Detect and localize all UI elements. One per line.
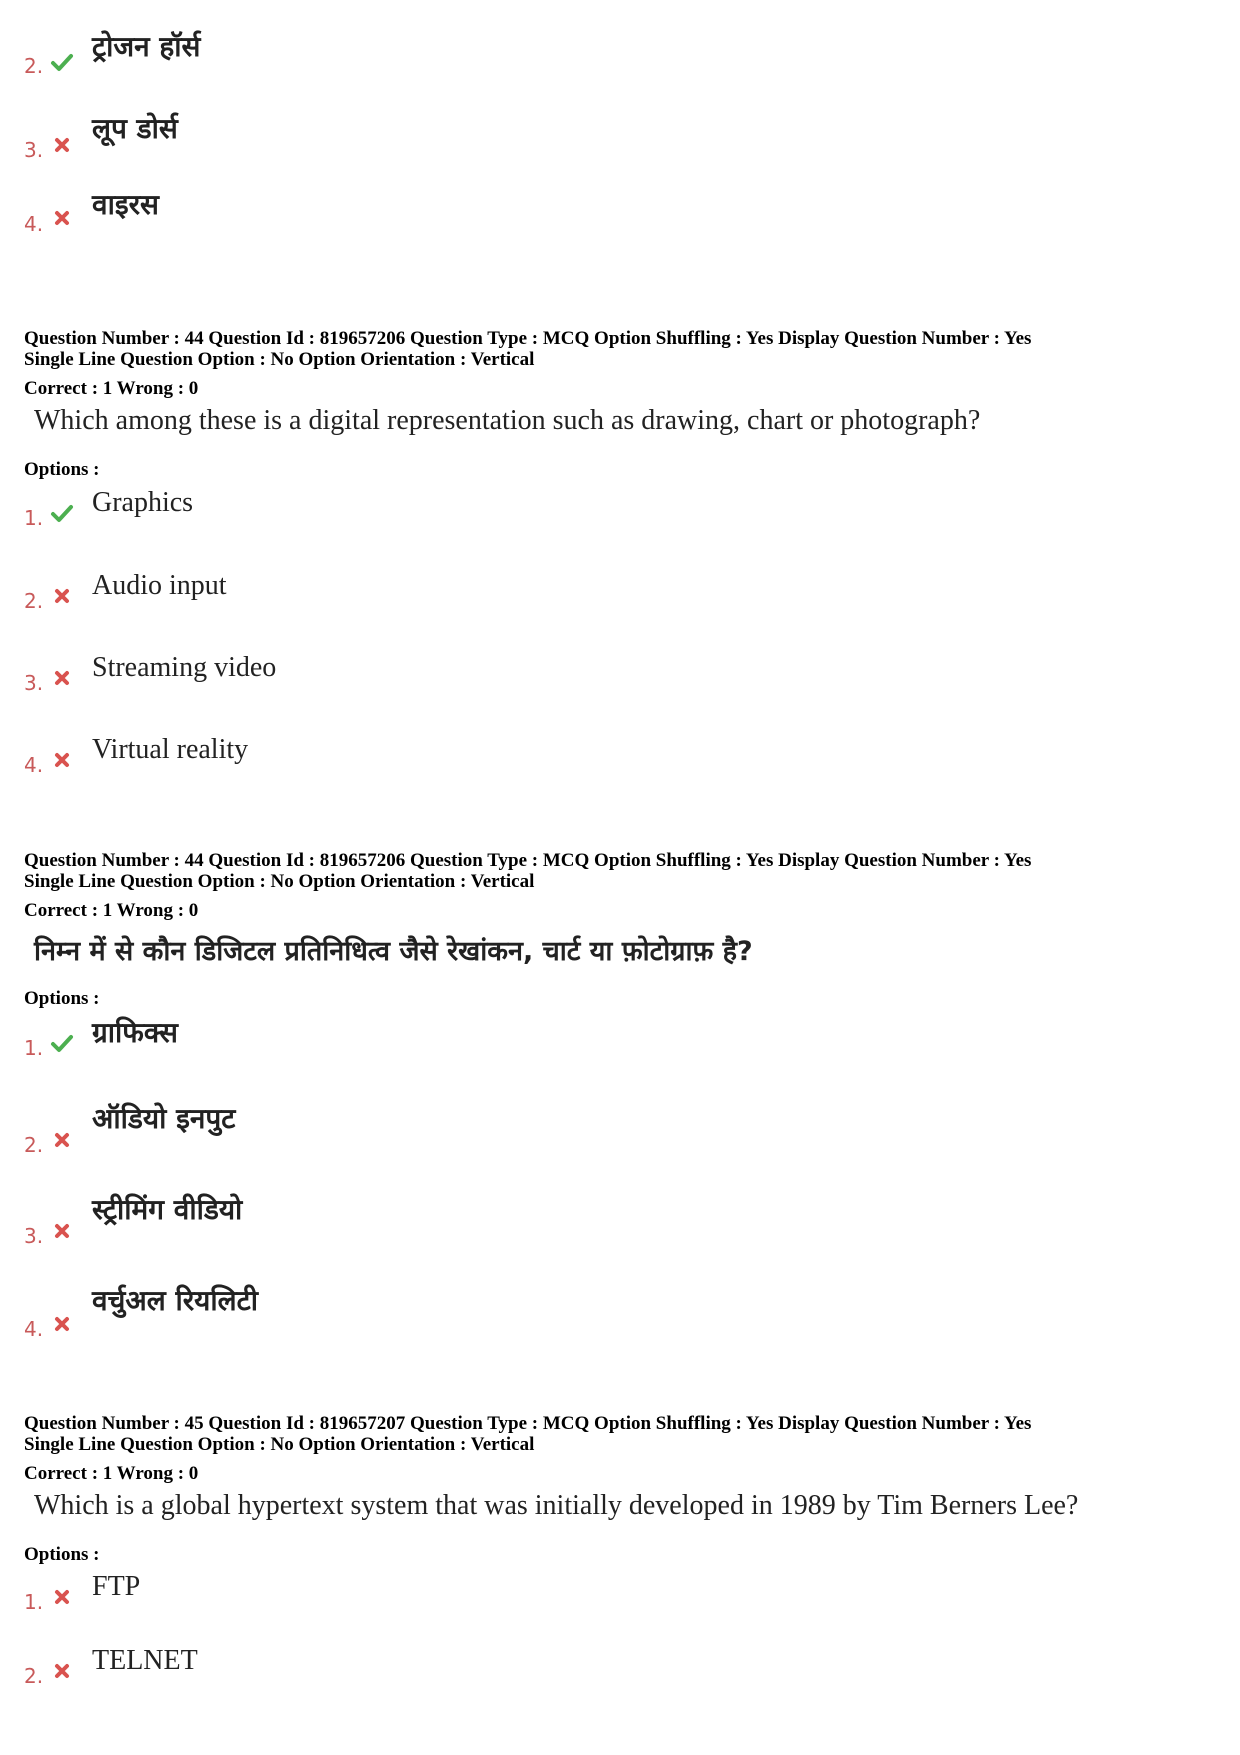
cross-icon xyxy=(50,1130,74,1150)
option-text: TELNET xyxy=(92,1645,198,1676)
check-icon xyxy=(50,1033,74,1053)
option-number: 4. xyxy=(24,212,44,236)
option-number: 1. xyxy=(24,506,44,530)
option-text: वाइरस xyxy=(92,188,159,221)
option-number: 1. xyxy=(24,1036,44,1060)
question-text: निम्न में से कौन डिजिटल प्रतिनिधित्व जैसे रेखांकन, चार्ट या फ़ोटोग्राफ़ है? xyxy=(34,936,753,967)
option-text: Graphics xyxy=(92,487,194,518)
question-meta: Question Number : 44 Question Id : 819657206 Question Type : MCQ Option Shuffling : Yes Display Question Number : Yes xyxy=(24,850,1032,871)
option-text: स्ट्रीमिंग वीडियो xyxy=(92,1193,243,1226)
cross-icon xyxy=(50,208,74,228)
cross-icon xyxy=(50,1587,74,1607)
question-text: Which is a global hypertext system that was initially developed in 1989 by Tim Berners Lee? xyxy=(34,1490,1079,1521)
option-text: Audio input xyxy=(92,570,227,601)
question-score: Correct : 1 Wrong : 0 xyxy=(24,1463,199,1484)
option-text: लूप डोर्स xyxy=(92,112,178,145)
question-text: Which among these is a digital representation such as drawing, chart or photograph? xyxy=(34,405,981,436)
option-number: 3. xyxy=(24,671,44,695)
option-number: 3. xyxy=(24,138,44,162)
question-meta: Question Number : 45 Question Id : 819657207 Question Type : MCQ Option Shuffling : Yes Display Question Number : Yes xyxy=(24,1413,1032,1434)
cross-icon xyxy=(50,1314,74,1334)
question-meta: Single Line Question Option : No Option Orientation : Vertical xyxy=(24,349,535,370)
question-score: Correct : 1 Wrong : 0 xyxy=(24,378,199,399)
option-text: वर्चुअल रियलिटी xyxy=(92,1284,259,1317)
option-number: 2. xyxy=(24,1133,44,1157)
cross-icon xyxy=(50,1221,74,1241)
question-score: Correct : 1 Wrong : 0 xyxy=(24,900,199,921)
option-number: 4. xyxy=(24,753,44,777)
option-number: 2. xyxy=(24,589,44,613)
cross-icon xyxy=(50,750,74,770)
option-text: FTP xyxy=(92,1571,141,1602)
cross-icon xyxy=(50,1661,74,1681)
options-label: Options : xyxy=(24,1544,100,1565)
option-number: 1. xyxy=(24,1590,44,1614)
option-number: 4. xyxy=(24,1317,44,1341)
option-text: ऑडियो इनपुट xyxy=(92,1102,236,1135)
cross-icon xyxy=(50,586,74,606)
option-text: ट्रोजन हॉर्स xyxy=(92,30,201,63)
question-meta: Single Line Question Option : No Option Orientation : Vertical xyxy=(24,1434,535,1455)
option-number: 3. xyxy=(24,1224,44,1248)
option-text: Streaming video xyxy=(92,652,277,683)
question-meta: Single Line Question Option : No Option Orientation : Vertical xyxy=(24,871,535,892)
option-text: Virtual reality xyxy=(92,734,249,765)
check-icon xyxy=(50,52,74,72)
option-text: ग्राफिक्स xyxy=(92,1016,178,1049)
cross-icon xyxy=(50,668,74,688)
option-number: 2. xyxy=(24,1664,44,1688)
option-number: 2. xyxy=(24,54,44,78)
question-meta: Question Number : 44 Question Id : 819657206 Question Type : MCQ Option Shuffling : Yes Display Question Number : Yes xyxy=(24,328,1032,349)
check-icon xyxy=(50,503,74,523)
options-label: Options : xyxy=(24,988,100,1009)
cross-icon xyxy=(50,135,74,155)
options-label: Options : xyxy=(24,459,100,480)
